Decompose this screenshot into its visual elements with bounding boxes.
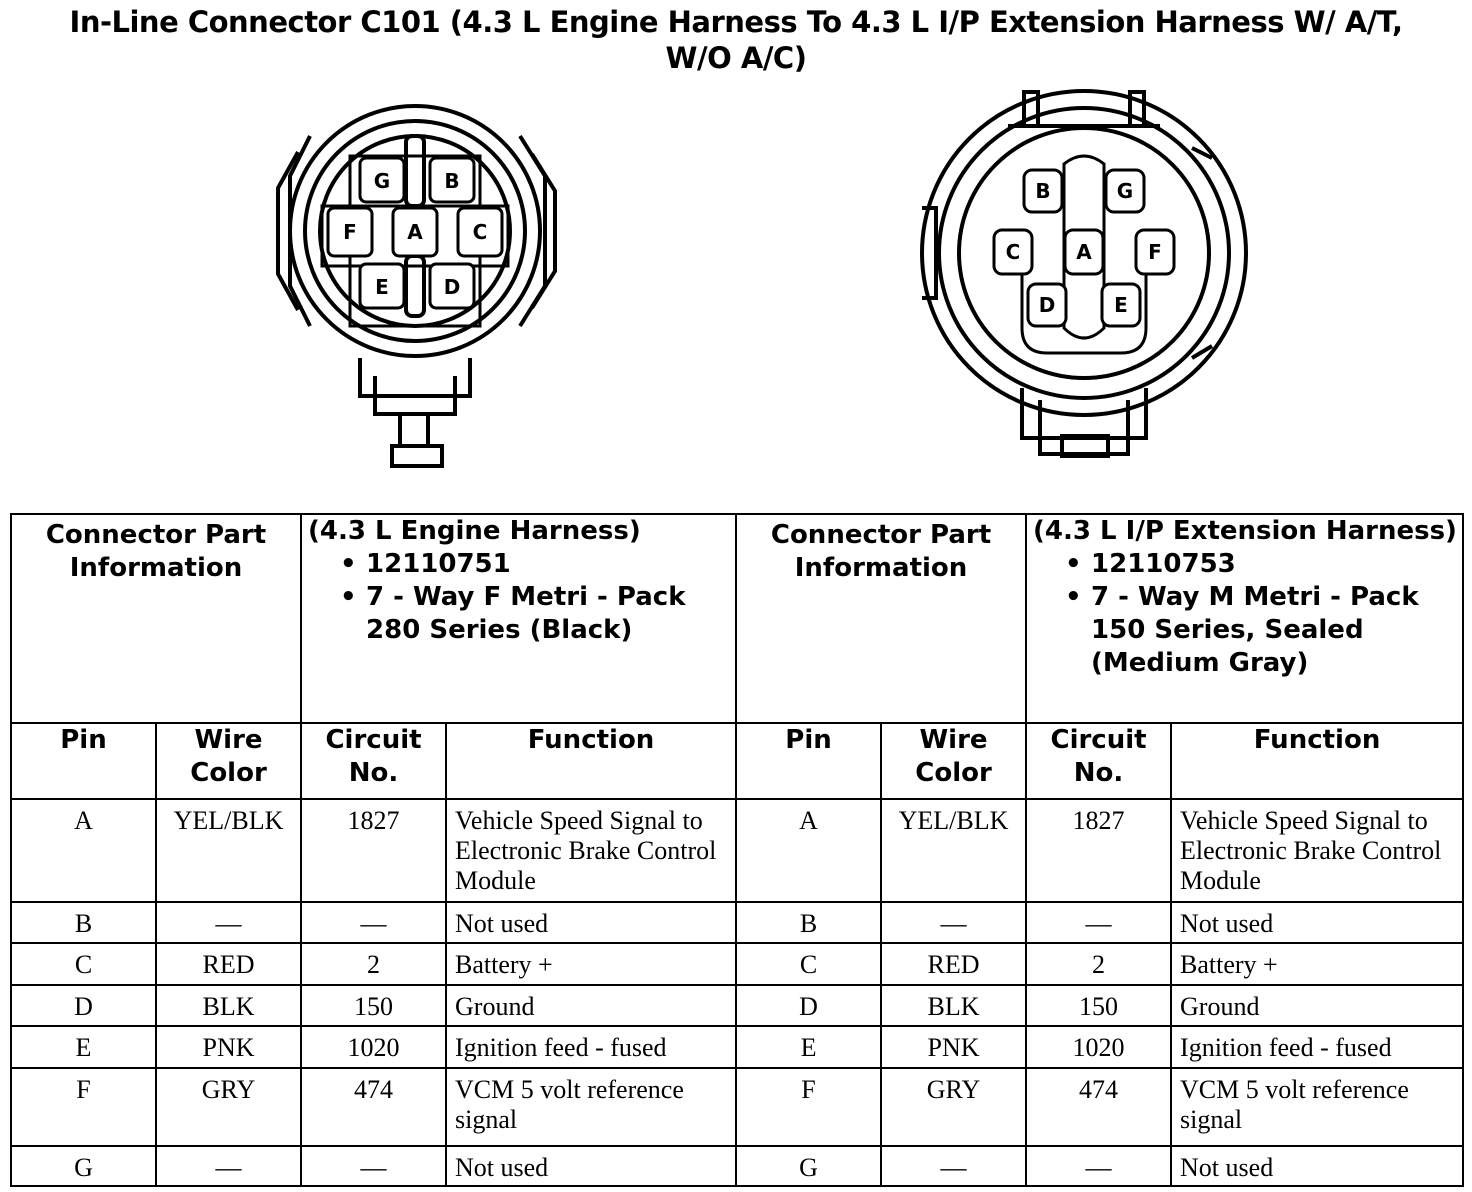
page-title [0,4,1472,76]
pin-cell: E [736,1026,881,1068]
col-pin: Pin [736,723,881,799]
right-part-description: • 7 - Way M Metri - Pack 150 Series, Sealed (Medium Gray) [1063,581,1462,680]
pin-label-left: G [373,169,391,193]
title-line-1: In-Line Connector C101 (4.3 L Engine Harness To 4.3 L I/P Extension Harness W/ A/T, [69,5,1403,39]
pin-cell: G [11,1146,156,1186]
function-cell: Battery + [1171,943,1463,985]
col-circuit-no: Circuit No. [1026,723,1171,799]
left-part-description: • 7 - Way F Metri - Pack 280 Series (Black) [338,581,735,647]
pin-label-right: A [1076,240,1092,264]
function-cell: VCM 5 volt reference signal [446,1068,736,1146]
circuit-cell: 150 [1026,985,1171,1026]
circuit-cell: 1020 [301,1026,446,1068]
pin-label-right: B [1035,179,1051,203]
pin-label-right: G [1116,179,1134,203]
col-wire-color: Wire Color [156,723,301,799]
table-row [11,985,1463,1026]
table-row [11,799,1463,902]
left-harness-info [301,514,736,723]
wire-color-cell: BLK [881,985,1026,1026]
col-function: Function [446,723,736,799]
pin-cell: C [11,943,156,985]
wire-color-cell: PNK [881,1026,1026,1068]
wire-color-cell: — [156,1146,301,1186]
table-row [11,943,1463,985]
pin-label-left: C [472,220,488,244]
col-circuit-no: Circuit No. [301,723,446,799]
function-cell: Not used [446,902,736,943]
function-cell: Ignition feed - fused [446,1026,736,1068]
pin-label-right: D [1038,293,1056,317]
left-part-number: • 12110751 [338,548,735,581]
pin-cell: D [736,985,881,1026]
engine-harness-connector-drawing [250,96,590,476]
pin-cell: E [11,1026,156,1068]
col-function: Function [1171,723,1463,799]
circuit-cell: — [301,1146,446,1186]
circuit-cell: 474 [1026,1068,1171,1146]
wire-color-cell: GRY [881,1068,1026,1146]
pin-cell: C [736,943,881,985]
circuit-cell: 1020 [1026,1026,1171,1068]
left-harness-name: (4.3 L Engine Harness) [308,516,641,546]
right-harness-bullets [1033,548,1462,680]
wire-color-cell: — [881,902,1026,943]
pin-label-right: C [1005,240,1021,264]
right-harness-info [1026,514,1463,723]
col-wire-color: Wire Color [881,723,1026,799]
left-part-info-label: Connector Part Information [11,514,301,723]
circuit-cell: — [1026,902,1171,943]
pin-cell: F [11,1068,156,1146]
wire-color-cell: YEL/BLK [156,799,301,902]
pin-cell: A [11,799,156,902]
function-cell: Battery + [446,943,736,985]
circuit-cell: 2 [1026,943,1171,985]
circuit-cell: 2 [301,943,446,985]
right-part-info-label: Connector Part Information [736,514,1026,723]
circuit-cell: 150 [301,985,446,1026]
connector-pinout-table [10,513,1464,1187]
column-header-row [11,723,1463,799]
pin-cell: B [736,902,881,943]
pin-label-right: E [1114,293,1128,317]
table-row [11,1068,1463,1146]
pin-label-left: D [443,275,461,299]
function-cell: Ground [1171,985,1463,1026]
circuit-cell: 1827 [301,799,446,902]
wire-color-cell: — [881,1146,1026,1186]
pin-cell: F [736,1068,881,1146]
table-row [11,1146,1463,1186]
table-row [11,1026,1463,1068]
wire-color-cell: — [156,902,301,943]
function-cell: Vehicle Speed Signal to Electronic Brake Control Module [446,799,736,902]
function-cell: Ground [446,985,736,1026]
wire-color-cell: RED [881,943,1026,985]
function-cell: Ignition feed - fused [1171,1026,1463,1068]
function-cell: VCM 5 volt reference signal [1171,1068,1463,1146]
pin-label-right: F [1148,240,1162,264]
pin-label-left: B [444,169,460,193]
pin-label-left: E [375,275,389,299]
col-pin: Pin [11,723,156,799]
circuit-cell: 474 [301,1068,446,1146]
pin-cell: B [11,902,156,943]
circuit-cell: 1827 [1026,799,1171,902]
title-line-2: W/O A/C) [665,41,807,75]
right-harness-name: (4.3 L I/P Extension Harness) [1033,516,1457,546]
part-info-row [11,514,1463,723]
left-harness-bullets [308,548,735,647]
wire-color-cell: BLK [156,985,301,1026]
function-cell: Not used [1171,902,1463,943]
wire-color-cell: YEL/BLK [881,799,1026,902]
circuit-cell: — [301,902,446,943]
pin-label-left: F [343,220,357,244]
pin-cell: A [736,799,881,902]
wire-color-cell: GRY [156,1068,301,1146]
function-cell: Not used [446,1146,736,1186]
right-part-number: • 12110753 [1063,548,1462,581]
pin-cell: D [11,985,156,1026]
table-row [11,902,1463,943]
pin-label-left: A [407,220,423,244]
function-cell: Not used [1171,1146,1463,1186]
pin-cell: G [736,1146,881,1186]
wire-color-cell: RED [156,943,301,985]
function-cell: Vehicle Speed Signal to Electronic Brake Control Module [1171,799,1463,902]
wire-color-cell: PNK [156,1026,301,1068]
circuit-cell: — [1026,1146,1171,1186]
ip-extension-harness-connector-drawing [912,88,1257,473]
